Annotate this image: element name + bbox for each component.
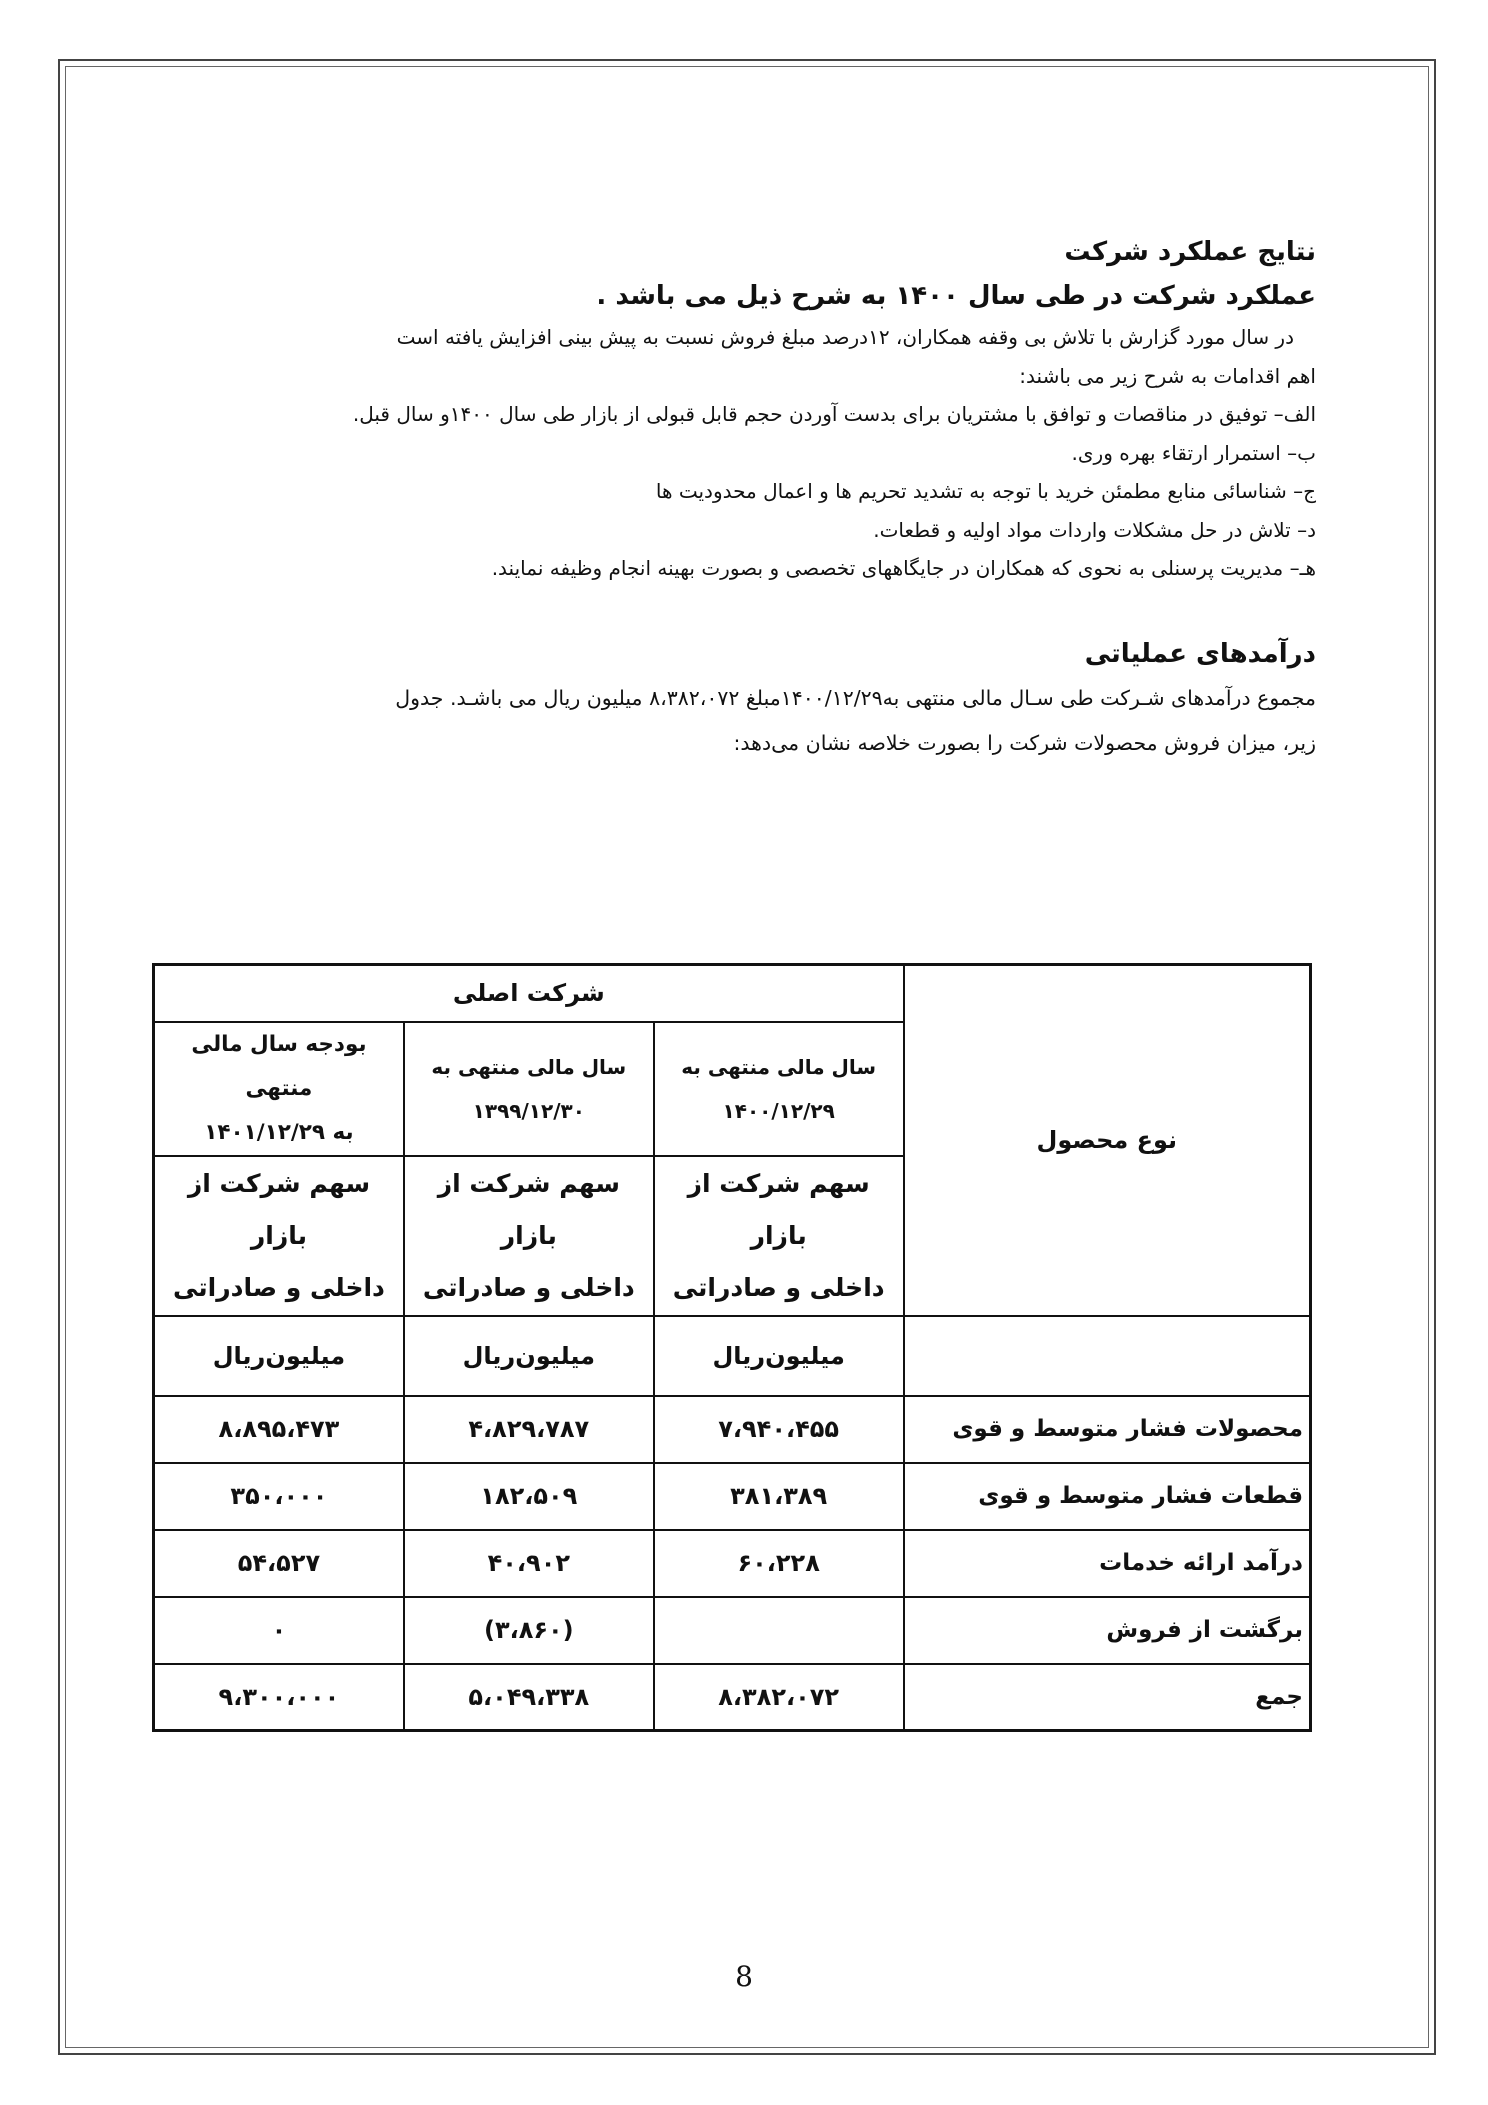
sales-table [152,963,1312,1732]
action-item: د– تلاش در حل مشکلات واردات مواد اولیه و قطعات. [873,517,1316,542]
product-type-header: نوع محصول [904,965,1311,1316]
market-share-header: سهم شرکت از بازار داخلی و صادراتی [404,1156,654,1316]
product-label: درآمد ارائه خدمات [904,1530,1311,1597]
product-label: قطعات فشار متوسط و قوی [904,1463,1311,1530]
value-cell: ۳۸۱،۳۸۹ [654,1463,904,1530]
action-item: ب– استمرار ارتقاء بهره وری. [1071,440,1316,465]
value-cell: ۴،۸۲۹،۷۸۷ [404,1396,654,1463]
value-cell: ۴۰،۹۰۲ [404,1530,654,1597]
table-row [154,1530,1311,1597]
product-label: برگشت از فروش [904,1597,1311,1664]
section-title-revenue: درآمدهای عملیاتی [1084,638,1316,669]
actions-lead: اهم اقدامات به شرح زیر می باشند: [1019,363,1316,388]
value-cell: ۰ [154,1597,404,1664]
action-item: هـ– مدیریت پرسنلی به نحوی که همکاران در جایگاههای تخصصی و بصورت بهینه انجام وظیفه نمایند. [491,556,1316,580]
value-cell: ۶۰،۲۲۸ [654,1530,904,1597]
unit-label: میلیون‌ریال [654,1316,904,1396]
performance-intro: در سال مورد گزارش با تلاش بی وقفه همکاران، ۱۲درصد مبلغ فروش نسبت به پیش بینی افزایش یافته است [396,325,1294,349]
section-title-performance: نتایج عملکرد شرکت [1064,237,1316,267]
value-cell: ۳۵۰،۰۰۰ [154,1463,404,1530]
period-header: سال مالی منتهی به ۱۴۰۰/۱۲/۲۹ [654,1022,904,1156]
table-row [154,1396,1311,1463]
empty-cell [904,1316,1311,1396]
performance-subtitle: عملکرد شرکت در طی سال ۱۴۰۰ به شرح ذیل می باشد . [596,281,1316,311]
document-body [178,230,1316,766]
product-label: محصولات فشار متوسط و قوی [904,1396,1311,1463]
unit-label: میلیون‌ریال [154,1316,404,1396]
revenue-paragraph-line: مجموع درآمدهای شـرکت طی سـال مالی منتهی به۱۴۰۰/۱۲/۲۹مبلغ ۸،۳۸۲،۰۷۲ میلیون ریال می باشـد. جدول [395,685,1316,710]
period-header: بودجه سال مالی منتهی به ۱۴۰۱/۱۲/۲۹ [154,1022,404,1156]
revenue-paragraph-line: زیر، میزان فروش محصولات شرکت را بصورت خلاصه نشان می‌دهد: [733,730,1316,755]
value-cell [654,1597,904,1664]
page-number: 8 [735,1960,753,1993]
value-cell: ۵،۰۴۹،۳۳۸ [404,1664,654,1731]
table-row [154,1597,1311,1664]
market-share-header: سهم شرکت از بازار داخلی و صادراتی [154,1156,404,1316]
total-label: جمع [904,1664,1311,1731]
value-cell: ۸،۸۹۵،۴۷۳ [154,1396,404,1463]
period-header: سال مالی منتهی به ۱۳۹۹/۱۲/۳۰ [404,1022,654,1156]
value-cell: ۱۸۲،۵۰۹ [404,1463,654,1530]
table-row [154,1463,1311,1530]
value-cell: (۳،۸۶۰) [404,1597,654,1664]
market-share-header: سهم شرکت از بازار داخلی و صادراتی [654,1156,904,1316]
action-item: ج– شناسائی منابع مطمئن خرید با توجه به تشدید تحریم ها و اعمال محدودیت ها [655,479,1316,503]
value-cell: ۵۴،۵۲۷ [154,1530,404,1597]
value-cell: ۷،۹۴۰،۴۵۵ [654,1396,904,1463]
action-item: الف– توفیق در مناقصات و توافق با مشتریان برای بدست آوردن حجم قابل قبولی از بازار طی سال ۱۴۰۰و سال قبل. [352,402,1316,426]
group-header: شرکت اصلی [154,965,904,1022]
table-row-total [154,1664,1311,1731]
unit-label: میلیون‌ریال [404,1316,654,1396]
value-cell: ۹،۳۰۰،۰۰۰ [154,1664,404,1731]
value-cell: ۸،۳۸۲،۰۷۲ [654,1664,904,1731]
